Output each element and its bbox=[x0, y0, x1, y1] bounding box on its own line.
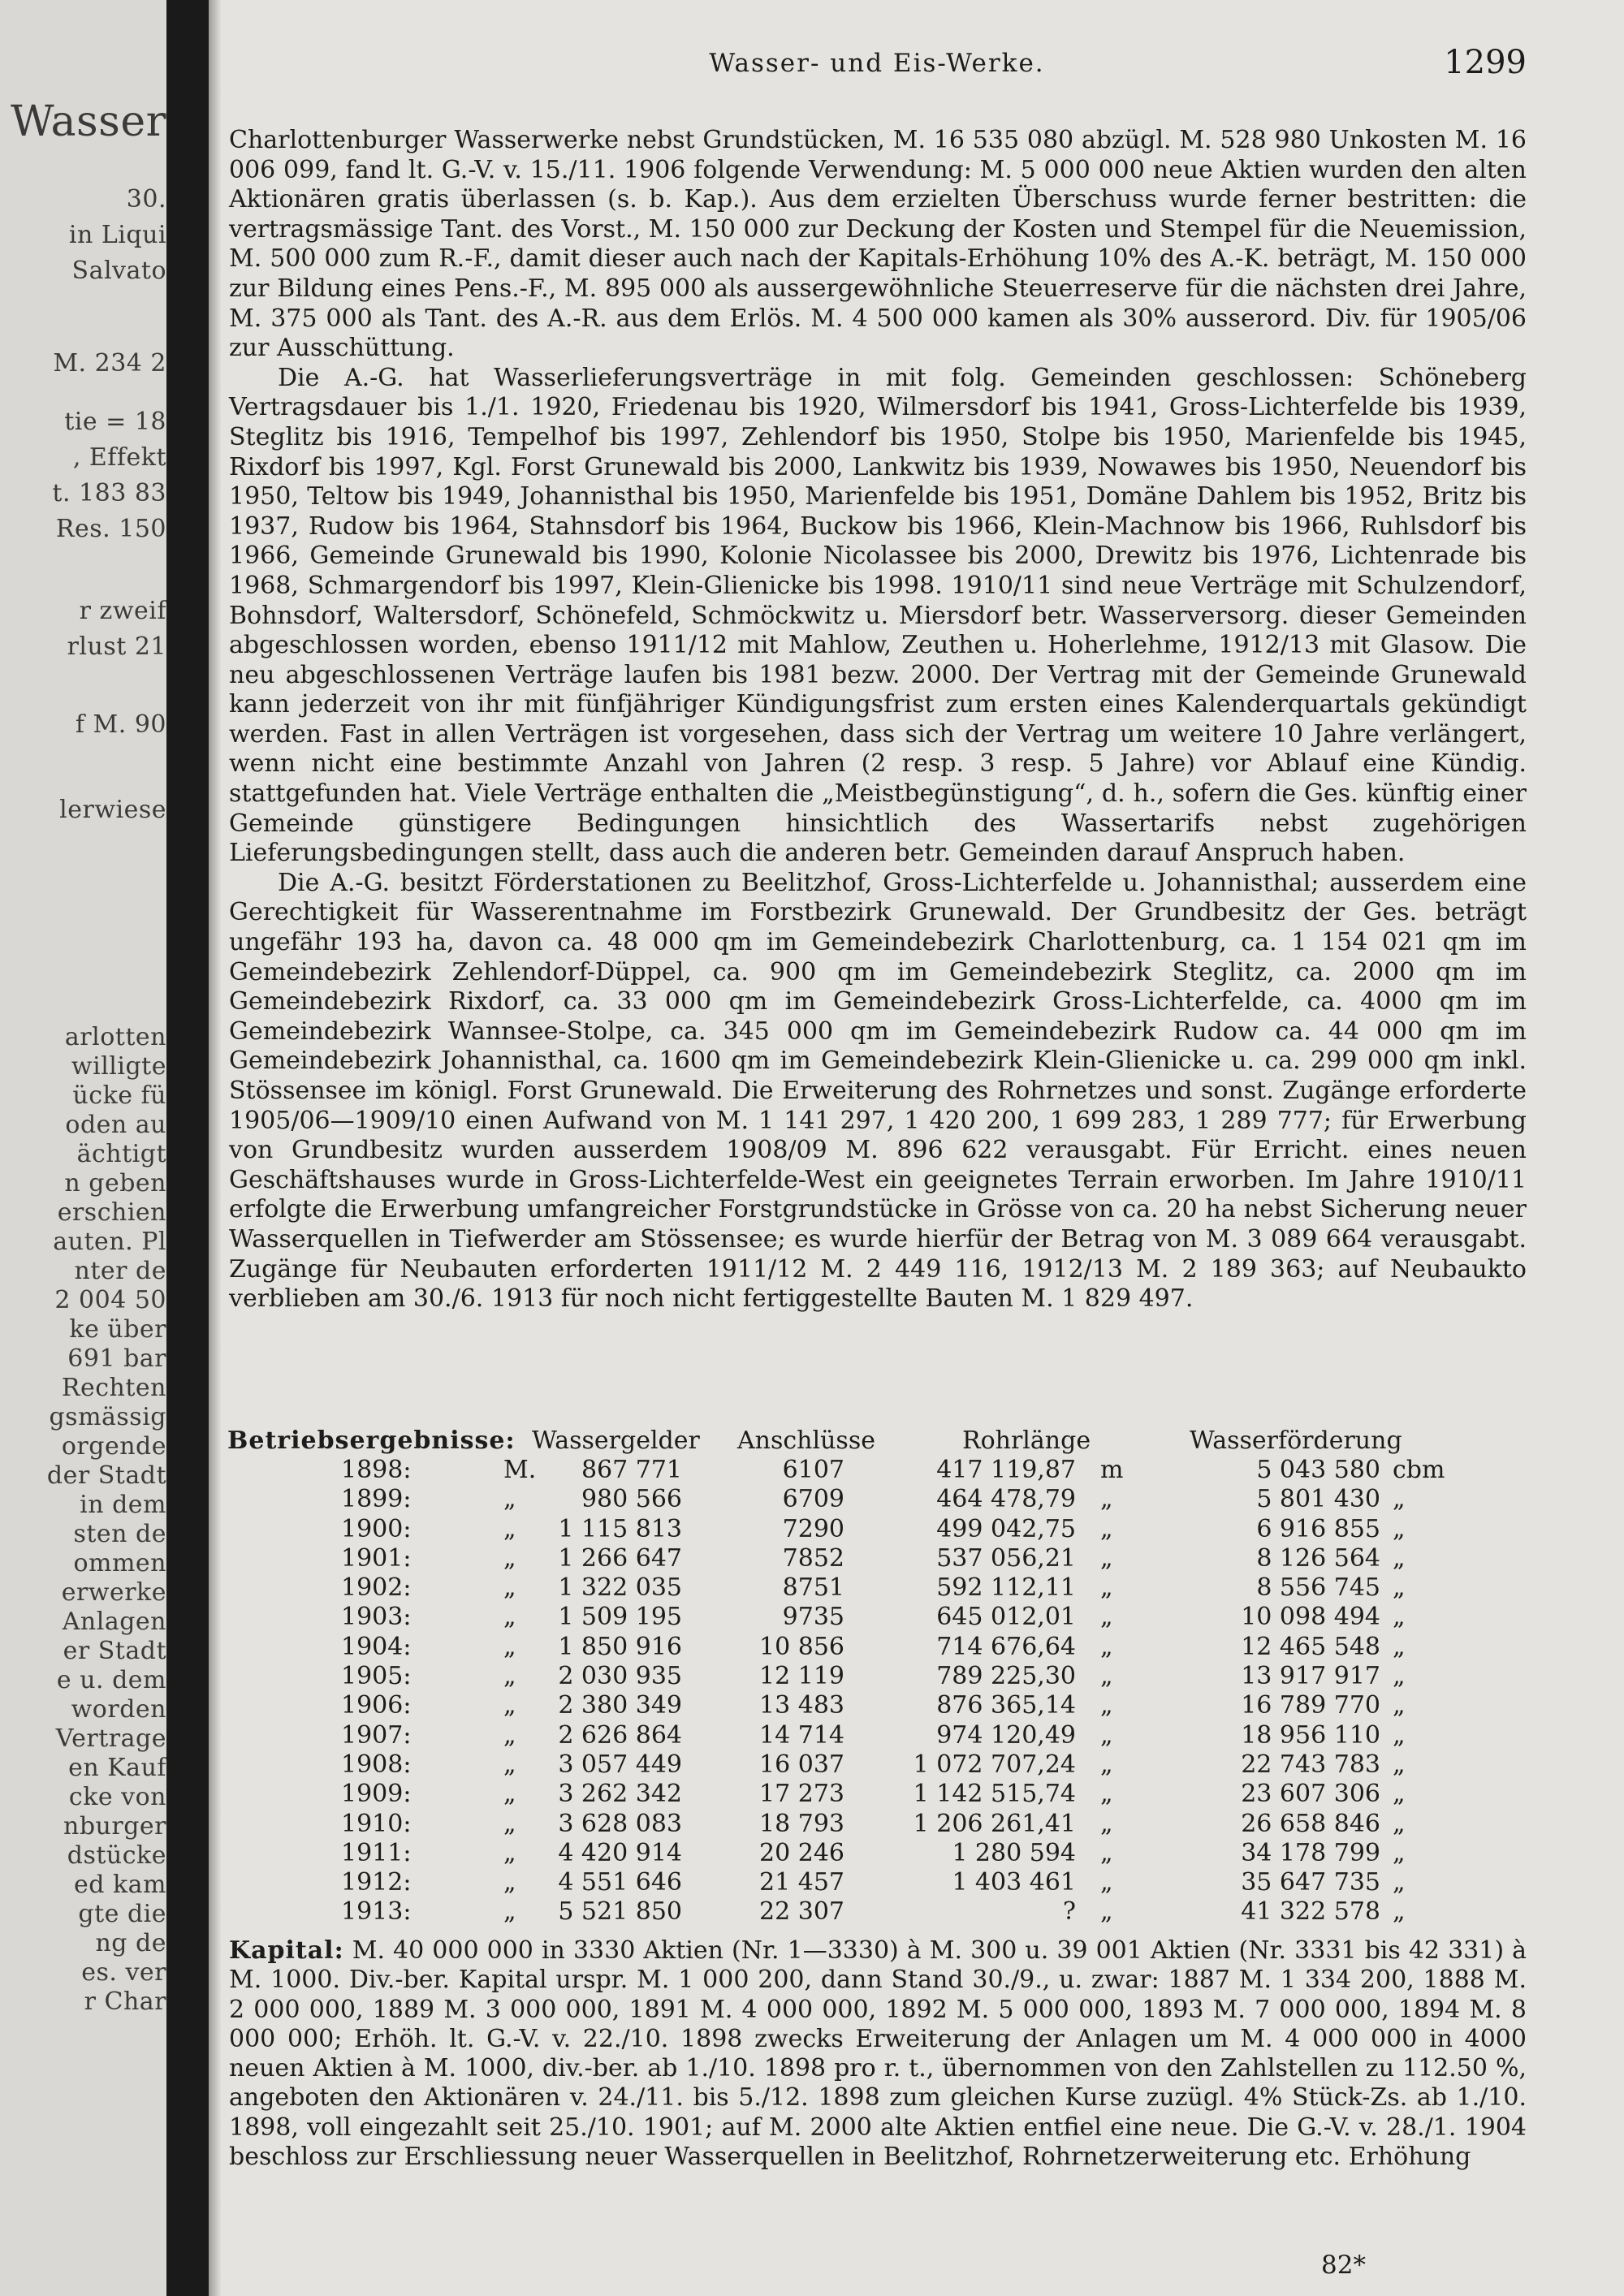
betriebsergebnisse-table bbox=[227, 1426, 1527, 1927]
cell-anschluesse: 14 714 bbox=[759, 1720, 844, 1750]
cell-rohrlaenge: 645 012,01 bbox=[936, 1603, 1076, 1632]
left-page-line: 2 004 50 bbox=[54, 1286, 166, 1314]
cell-foerderung: 34 178 799 bbox=[1241, 1838, 1380, 1867]
left-page-line: rlust 21 bbox=[67, 632, 166, 661]
left-page-line: t. 183 83 bbox=[52, 479, 166, 507]
cell-length-unit: „ bbox=[1100, 1691, 1113, 1720]
cell-currency: „ bbox=[503, 1691, 516, 1720]
left-page-line: en Kauf bbox=[68, 1754, 166, 1782]
capital-section bbox=[229, 1936, 1527, 2172]
cell-length-unit: „ bbox=[1100, 1750, 1113, 1779]
table-row bbox=[227, 1573, 1527, 1603]
cell-anschluesse: 7290 bbox=[782, 1514, 844, 1543]
table-header bbox=[227, 1426, 1527, 1456]
table-row bbox=[227, 1810, 1527, 1839]
cell-volume-unit: „ bbox=[1393, 1720, 1406, 1750]
cell-anschluesse: 21 457 bbox=[759, 1868, 844, 1897]
cell-rohrlaenge: 464 478,79 bbox=[936, 1485, 1076, 1514]
cell-currency: „ bbox=[503, 1720, 516, 1750]
cell-year: 1912: bbox=[341, 1868, 412, 1897]
cell-foerderung: 41 322 578 bbox=[1241, 1897, 1380, 1927]
cell-wassergelder: 3 262 342 bbox=[558, 1780, 682, 1809]
cell-volume-unit: „ bbox=[1393, 1662, 1406, 1691]
cell-currency: „ bbox=[503, 1485, 516, 1514]
left-page-line: n geben bbox=[64, 1169, 166, 1198]
cell-currency: „ bbox=[503, 1809, 516, 1838]
cell-length-unit: „ bbox=[1100, 1868, 1113, 1897]
cell-anschluesse: 8751 bbox=[782, 1573, 844, 1603]
left-page-line: f M. 90 bbox=[75, 710, 166, 739]
left-page-line: der Stadt bbox=[46, 1461, 166, 1490]
cell-anschluesse: 22 307 bbox=[759, 1897, 844, 1927]
cell-anschluesse: 6709 bbox=[782, 1485, 844, 1514]
cell-foerderung: 23 607 306 bbox=[1241, 1780, 1380, 1809]
cell-wassergelder: 5 521 850 bbox=[558, 1897, 682, 1927]
cell-anschluesse: 20 246 bbox=[759, 1838, 844, 1867]
gutter-shadow bbox=[209, 0, 222, 2296]
cell-wassergelder: 2 626 864 bbox=[558, 1720, 682, 1750]
left-page-line: gsmässig bbox=[49, 1403, 166, 1431]
cell-wassergelder: 4 551 646 bbox=[558, 1868, 682, 1897]
left-page-line: ng de bbox=[95, 1929, 166, 1957]
left-page-line: Rechten bbox=[61, 1374, 166, 1402]
cell-currency: „ bbox=[503, 1662, 516, 1691]
cell-year: 1905: bbox=[341, 1662, 412, 1691]
cell-rohrlaenge: 417 119,87 bbox=[936, 1456, 1076, 1484]
cell-foerderung: 5 801 430 bbox=[1256, 1485, 1380, 1514]
cell-wassergelder: 867 771 bbox=[581, 1456, 682, 1484]
cell-year: 1900: bbox=[341, 1514, 412, 1543]
table-row bbox=[227, 1456, 1527, 1485]
cell-length-unit: „ bbox=[1100, 1603, 1113, 1632]
cell-year: 1899: bbox=[341, 1485, 412, 1514]
capital-label: Kapital: bbox=[229, 1936, 344, 1965]
left-page-line: M. 234 2 bbox=[53, 349, 166, 378]
cell-wassergelder: 1 509 195 bbox=[558, 1603, 682, 1632]
cell-rohrlaenge: 499 042,75 bbox=[936, 1514, 1076, 1543]
header-wassergelder: Wassergelder bbox=[532, 1426, 700, 1455]
cell-anschluesse: 6107 bbox=[782, 1456, 844, 1484]
left-page-line: Vertrage bbox=[55, 1724, 166, 1753]
cell-volume-unit: „ bbox=[1393, 1868, 1406, 1897]
left-page-line: Wasser bbox=[11, 97, 166, 146]
cell-anschluesse: 10 856 bbox=[759, 1632, 844, 1661]
running-title: Wasser- und Eis-Werke. bbox=[709, 49, 1045, 78]
cell-wassergelder: 1 266 647 bbox=[558, 1543, 682, 1573]
cell-wassergelder: 2 030 935 bbox=[558, 1662, 682, 1691]
cell-length-unit: „ bbox=[1100, 1780, 1113, 1809]
table-row bbox=[227, 1868, 1527, 1897]
cell-anschluesse: 13 483 bbox=[759, 1691, 844, 1720]
cell-currency: „ bbox=[503, 1603, 516, 1632]
cell-volume-unit: „ bbox=[1393, 1838, 1406, 1867]
left-page-line: Res. 150 bbox=[55, 515, 166, 543]
cell-length-unit: „ bbox=[1100, 1632, 1113, 1661]
left-page-line: worden bbox=[71, 1695, 166, 1724]
cell-wassergelder: 2 380 349 bbox=[558, 1691, 682, 1720]
left-page-line: tie = 18 bbox=[64, 408, 166, 436]
cell-rohrlaenge: 1 403 461 bbox=[952, 1868, 1076, 1897]
header-anschluesse: Anschlüsse bbox=[737, 1426, 875, 1455]
cell-year: 1906: bbox=[341, 1691, 412, 1720]
cell-rohrlaenge: 1 142 515,74 bbox=[913, 1780, 1076, 1809]
cell-wassergelder: 3 057 449 bbox=[558, 1750, 682, 1779]
cell-foerderung: 6 916 855 bbox=[1256, 1514, 1380, 1543]
table-row bbox=[227, 1897, 1527, 1927]
cell-rohrlaenge: 876 365,14 bbox=[936, 1691, 1076, 1720]
cell-volume-unit: cbm bbox=[1393, 1456, 1445, 1484]
cell-length-unit: „ bbox=[1100, 1573, 1113, 1603]
cell-year: 1913: bbox=[341, 1897, 412, 1927]
cell-length-unit: „ bbox=[1100, 1514, 1113, 1543]
cell-foerderung: 13 917 917 bbox=[1241, 1662, 1380, 1691]
cell-wassergelder: 1 115 813 bbox=[558, 1514, 682, 1543]
cell-rohrlaenge: 1 280 594 bbox=[952, 1838, 1076, 1867]
left-page-line: oden au bbox=[65, 1111, 166, 1139]
left-page-line: er Stadt bbox=[63, 1637, 166, 1665]
table-row bbox=[227, 1485, 1527, 1514]
cell-year: 1909: bbox=[341, 1780, 412, 1809]
cell-year: 1904: bbox=[341, 1632, 412, 1661]
capital-text: M. 40 000 000 in 3330 Aktien (Nr. 1—3330) à M. 300 u. 39 001 Aktien (Nr. 3331 bis 42 331) à M. 1000. Div.-ber. Kapital urspr. M. 1 000 200, dann Stand 30./9., u. zwar: 1887 M. 1 334 200, 1888 M. 2 000 000, 1889 M. 3 000 000, 1891 M. 4 000 000, 1892 M. 5 000 000, 1893 M. 7 000 000, 1894 M. 8 000 000; Erhöh. lt. G.-V. v. 22./10. 1898 zwecks Erweiterung der Anlagen um M. 4 000 000 in 4000 neuen Aktien à M. 1000, div.-ber. ab 1./10. 1898 pro r. t., übernommen von den Zahlstellen zu 112.50 %, angeboten den Aktionären v. 24./11. bis 5./12. 1898 zum gleichen Kurse zuzügl. 4% Stück-Zs. ab 1./10. 1898, voll eingezahlt seit 25./10. 1901; auf M. 2000 alte Aktien entfiel eine neue. Die G.-V. v. 28./1. 1904 beschloss zur Erschliessung neuer Wasserquellen in Beelitzhof, Rohrnetzerweiterung etc. Erhöhung bbox=[229, 1936, 1527, 2172]
cell-volume-unit: „ bbox=[1393, 1750, 1406, 1779]
cell-rohrlaenge: 1 072 707,24 bbox=[913, 1750, 1076, 1779]
header-rohrlaenge: Rohrlänge bbox=[962, 1426, 1091, 1455]
cell-volume-unit: „ bbox=[1393, 1603, 1406, 1632]
cell-year: 1903: bbox=[341, 1603, 412, 1632]
cell-volume-unit: „ bbox=[1393, 1573, 1406, 1603]
cell-length-unit: „ bbox=[1100, 1838, 1113, 1867]
cell-rohrlaenge: 592 112,11 bbox=[936, 1573, 1076, 1603]
left-page-line: ücke fü bbox=[72, 1081, 166, 1110]
left-page-line: dstücke bbox=[67, 1841, 166, 1870]
cell-year: 1901: bbox=[341, 1543, 412, 1573]
capital-paragraph bbox=[229, 1936, 1527, 2172]
left-page-line: erschien bbox=[57, 1198, 166, 1227]
table-row bbox=[227, 1633, 1527, 1662]
table-row bbox=[227, 1544, 1527, 1573]
cell-anschluesse: 18 793 bbox=[759, 1809, 844, 1838]
cell-foerderung: 8 556 745 bbox=[1256, 1573, 1380, 1603]
cell-foerderung: 22 743 783 bbox=[1241, 1750, 1380, 1779]
left-page-line: gte die bbox=[78, 1900, 166, 1928]
table-row bbox=[227, 1780, 1527, 1809]
cell-foerderung: 18 956 110 bbox=[1241, 1720, 1380, 1750]
paragraph-vertraege: Die A.-G. hat Wasserlieferungsverträge in mit folg. Gemeinden geschlossen: Schöneberg Vertragsdauer bis 1./1. 1920, Friedenau bis 1920, Wilmersdorf bis 1941, Gross-Lichterfelde bis 1939, Steglitz bis 1916, Tempelhof bis 1997, Zehlendorf bis 1950, Stolpe bis 1950, Marienfelde bis 1945, Rixdorf bis 1997, Kgl. Forst Grunewald bis 2000, Lankwitz bis 1939, Nowawes bis 1950, Neuendorf bis 1950, Teltow bis 1949, Johannisthal bis 1950, Marienfelde bis 1951, Domäne Dahlem bis 1952, Britz bis 1937, Rudow bis 1964, Stahnsdorf bis 1964, Buckow bis 1966, Klein-Machnow bis 1966, Ruhlsdorf bis 1966, Gemeinde Grunewald bis 1990, Kolonie Nicolassee bis 2000, Drewitz bis 1976, Lichtenrade bis 1968, Schmargendorf bis 1997, Klein-Glienicke bis 1998. 1910/11 sind neue Verträge mit Schulzendorf, Bohnsdorf, Waltersdorf, Schönefeld, Schmöckwitz u. Miersdorf betr. Wasserversorg. dieser Gemeinden abgeschlossen worden, ebenso 1911/12 mit Mahlow, Zeuthen u. Hoherlehme, 1912/13 mit Glasow. Die neu abgeschlossenen Verträge laufen bis 1981 bezw. 2000. Der Vertrag mit der Gemeinde Grunewald kann jederzeit von ihr mit fünfjähriger Kündigungsfrist zum ersten eines Kalenderquartals gekündigt werden. Fast in allen Verträgen ist vorgesehen, dass sich der Vertrag um weitere 10 Jahre verlängert, wenn nicht eine bestimmte Anzahl von Jahren (2 resp. 3 resp. 5 Jahre) vor Ablauf eine Kündig. stattgefunden hat. Viele Verträge enthalten die „Meistbegünstigung“, d. h., sofern die Ges. künftig einer Gemeinde günstigere Bedingungen hinsichtlich des Wassertarifs nebst zugehörigen Lieferungsbedingungen stellt, dass auch die anderen betr. Gemeinden darauf Anspruch haben. bbox=[229, 363, 1527, 868]
cell-anschluesse: 12 119 bbox=[759, 1662, 844, 1691]
cell-year: 1908: bbox=[341, 1750, 412, 1779]
cell-currency: „ bbox=[503, 1573, 516, 1603]
left-page-line: r Char bbox=[84, 1987, 166, 2016]
adjacent-page-edge bbox=[0, 0, 166, 2296]
cell-volume-unit: „ bbox=[1393, 1543, 1406, 1573]
table-row bbox=[227, 1750, 1527, 1780]
cell-length-unit: „ bbox=[1100, 1720, 1113, 1750]
cell-foerderung: 5 043 580 bbox=[1256, 1456, 1380, 1484]
cell-foerderung: 10 098 494 bbox=[1241, 1603, 1380, 1632]
table-body bbox=[227, 1456, 1527, 1927]
cell-year: 1907: bbox=[341, 1720, 412, 1750]
cell-volume-unit: „ bbox=[1393, 1897, 1406, 1927]
cell-year: 1911: bbox=[341, 1838, 412, 1867]
left-page-line: arlotten bbox=[64, 1023, 166, 1051]
cell-currency: „ bbox=[503, 1780, 516, 1809]
header-wasserfoerderung: Wasserförderung bbox=[1190, 1426, 1402, 1455]
table-row bbox=[227, 1515, 1527, 1544]
cell-currency: „ bbox=[503, 1897, 516, 1927]
left-page-line: Salvato bbox=[71, 257, 166, 285]
cell-anschluesse: 17 273 bbox=[759, 1780, 844, 1809]
cell-currency: „ bbox=[503, 1750, 516, 1779]
left-page-line: sten de bbox=[73, 1520, 166, 1548]
cell-foerderung: 16 789 770 bbox=[1241, 1691, 1380, 1720]
cell-currency: „ bbox=[503, 1868, 516, 1897]
cell-year: 1910: bbox=[341, 1809, 412, 1838]
left-page-line: orgende bbox=[61, 1432, 166, 1461]
cell-foerderung: 26 658 846 bbox=[1241, 1809, 1380, 1838]
page-number: 1299 bbox=[1444, 44, 1527, 81]
cell-volume-unit: „ bbox=[1393, 1514, 1406, 1543]
table-row bbox=[227, 1603, 1527, 1632]
cell-currency: „ bbox=[503, 1514, 516, 1543]
left-page-line: Anlagen bbox=[62, 1608, 166, 1636]
left-page-line: 30. bbox=[126, 185, 166, 214]
left-page-line: es. ver bbox=[81, 1958, 166, 1987]
table-row bbox=[227, 1691, 1527, 1720]
cell-wassergelder: 1 850 916 bbox=[558, 1632, 682, 1661]
left-page-line: r zweif bbox=[79, 597, 166, 625]
book-gutter bbox=[166, 0, 209, 2296]
left-page-line: nburger bbox=[63, 1812, 166, 1841]
table-row bbox=[227, 1721, 1527, 1750]
left-page-line: 691 bar bbox=[67, 1344, 166, 1373]
left-page-line: cke von bbox=[68, 1783, 166, 1811]
left-page-line: in dem bbox=[80, 1491, 166, 1519]
cell-year: 1902: bbox=[341, 1573, 412, 1603]
left-page-line: ke über bbox=[69, 1315, 166, 1344]
left-page-line: nter de bbox=[74, 1257, 166, 1285]
signature-mark: 82* bbox=[1321, 2251, 1366, 2280]
left-page-line: ed kam bbox=[73, 1871, 166, 1899]
cell-length-unit: „ bbox=[1100, 1809, 1113, 1838]
cell-volume-unit: „ bbox=[1393, 1691, 1406, 1720]
paragraph-charlottenburg: Charlottenburger Wasserwerke nebst Grundstücken, M. 16 535 080 abzügl. M. 528 980 Unkosten M. 16 006 099, fand lt. G.-V. v. 15./11. 1906 folgende Verwendung: M. 5 000 000 neue Aktien wurden den alten Aktionären gratis überlassen (s. b. Kap.). Aus dem erzielten Überschuss wurde ferner bestritten: die vertragsmässige Tant. des Vorst., M. 150 000 zur Deckung der Kosten und Stempel für die Neuemission, M. 500 000 zum R.-F., damit dieser auch nach der Kapitals-Erhöhung 10% des A.-K. beträgt, M. 150 000 zur Bildung eines Pens.-F., M. 895 000 als aussergewöhnliche Steuerreserve für die nächsten drei Jahre, M. 375 000 als Tant. des A.-R. aus dem Erlös. M. 4 500 000 kamen als 30% ausserord. Div. für 1905/06 zur Ausschüttung. bbox=[229, 126, 1527, 363]
cell-volume-unit: „ bbox=[1393, 1485, 1406, 1514]
table-row bbox=[227, 1839, 1527, 1868]
cell-length-unit: „ bbox=[1100, 1897, 1113, 1927]
cell-currency: „ bbox=[503, 1543, 516, 1573]
left-page-line: in Liqui bbox=[68, 221, 166, 249]
table-label: Betriebsergebnisse: bbox=[227, 1426, 516, 1455]
cell-anschluesse: 9735 bbox=[782, 1603, 844, 1632]
cell-foerderung: 8 126 564 bbox=[1256, 1543, 1380, 1573]
cell-wassergelder: 980 566 bbox=[581, 1485, 682, 1514]
cell-volume-unit: „ bbox=[1393, 1780, 1406, 1809]
left-page-line: willigte bbox=[71, 1052, 166, 1081]
cell-currency: „ bbox=[503, 1838, 516, 1867]
cell-foerderung: 12 465 548 bbox=[1241, 1632, 1380, 1661]
cell-volume-unit: „ bbox=[1393, 1632, 1406, 1661]
left-page-line: ächtigt bbox=[76, 1140, 166, 1168]
cell-wassergelder: 1 322 035 bbox=[558, 1573, 682, 1603]
cell-rohrlaenge: ? bbox=[1062, 1897, 1076, 1927]
left-page-line: ommen bbox=[73, 1549, 166, 1577]
cell-anschluesse: 16 037 bbox=[759, 1750, 844, 1779]
cell-foerderung: 35 647 735 bbox=[1241, 1868, 1380, 1897]
left-page-line: lerwiese bbox=[59, 796, 166, 824]
cell-year: 1898: bbox=[341, 1456, 412, 1484]
cell-currency: M. bbox=[503, 1456, 537, 1484]
cell-rohrlaenge: 714 676,64 bbox=[936, 1632, 1076, 1661]
cell-currency: „ bbox=[503, 1632, 516, 1661]
left-page-line: auten. Pl bbox=[53, 1228, 166, 1256]
cell-length-unit: m bbox=[1100, 1456, 1124, 1484]
table-row bbox=[227, 1662, 1527, 1691]
cell-volume-unit: „ bbox=[1393, 1809, 1406, 1838]
cell-length-unit: „ bbox=[1100, 1485, 1113, 1514]
left-page-line: e u. dem bbox=[56, 1666, 166, 1694]
cell-length-unit: „ bbox=[1100, 1662, 1113, 1691]
cell-rohrlaenge: 537 056,21 bbox=[936, 1543, 1076, 1573]
cell-rohrlaenge: 974 120,49 bbox=[936, 1720, 1076, 1750]
cell-anschluesse: 7852 bbox=[782, 1543, 844, 1573]
cell-wassergelder: 3 628 083 bbox=[558, 1809, 682, 1838]
page-header bbox=[227, 44, 1527, 86]
cell-rohrlaenge: 1 206 261,41 bbox=[913, 1809, 1076, 1838]
body-text bbox=[229, 126, 1527, 1314]
cell-wassergelder: 4 420 914 bbox=[558, 1838, 682, 1867]
left-page-line: , Effekt bbox=[72, 443, 166, 472]
paragraph-grundbesitz: Die A.-G. besitzt Förderstationen zu Beelitzhof, Gross-Lichterfelde u. Johannisthal; ausserdem eine Gerechtigkeit für Wasserentnahme im Forstbezirk Grunewald. Der Grundbesitz der Ges. beträgt ungefähr 193 ha, davon ca. 48 000 qm im Gemeindebezirk Charlottenburg, ca. 1 154 021 qm im Gemeindebezirk Zehlendorf-Düppel, ca. 900 qm im Gemeindebezirk Steglitz, ca. 2000 qm im Gemeindebezirk Rixdorf, ca. 33 000 qm im Gemeindebezirk Gross-Lichterfelde, ca. 4000 qm im Gemeindebezirk Wannsee-Stolpe, ca. 345 000 qm im Gemeindebezirk Rudow ca. 44 000 qm im Gemeindebezirk Johannisthal, ca. 1600 qm im Gemeindebezirk Klein-Glienicke u. ca. 299 000 qm inkl. Stössensee im königl. Forst Grunewald. Die Erweiterung des Rohrnetzes und sonst. Zugänge erforderte 1905/06—1909/10 einen Aufwand von M. 1 141 297, 1 420 200, 1 699 283, 1 289 777; für Erwerbung von Grundbesitz wurden ausserdem 1908/09 M. 896 622 verausgabt. Für Erricht. eines neuen Geschäftshauses wurde in Gross-Lichterfelde-West ein geeignetes Terrain erworben. Im Jahre 1910/11 erfolgte die Erwerbung umfangreicher Forstgrundstücke in Grösse von ca. 20 ha nebst Sicherung neuer Wasserquellen in Tiefwerder am Stössensee; es wurde hierfür der Betrag von M. 3 089 664 verausgabt. Zugänge für Neubauten erforderten 1911/12 M. 2 449 116, 1912/13 M. 2 189 363; auf Neubaukto verblieben am 30./6. 1913 für noch nicht fertiggestellte Bauten M. 1 829 497. bbox=[229, 868, 1527, 1314]
cell-length-unit: „ bbox=[1100, 1543, 1113, 1573]
cell-rohrlaenge: 789 225,30 bbox=[936, 1662, 1076, 1691]
left-page-line: erwerke bbox=[61, 1578, 166, 1607]
